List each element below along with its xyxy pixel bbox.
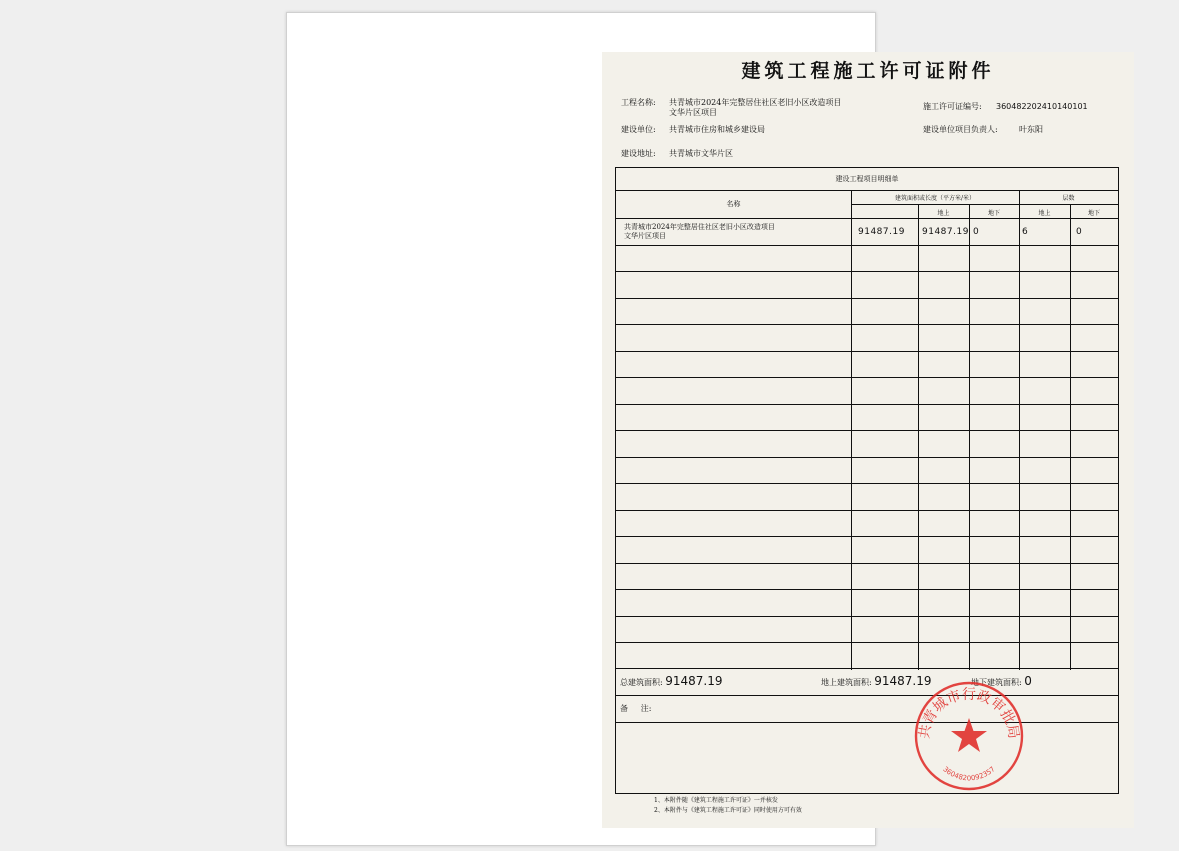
project-detail-table — [615, 167, 1119, 794]
note-2: 2、本附件与《建筑工程施工许可证》同时使用方可有效 — [654, 807, 802, 814]
below-area-label: 地下建筑面积: — [971, 678, 1022, 687]
seal-code: 3604820092357 — [941, 765, 997, 783]
remarks-label: 备 注: — [620, 704, 652, 713]
column-name-header: 名称 — [726, 200, 741, 208]
area-above-header: 地上 — [937, 210, 950, 217]
note-1: 1、本附件随《建筑工程施工许可证》一并核发 — [654, 797, 778, 804]
floors-below-header: 地下 — [1087, 210, 1100, 217]
row-area: 91487.19 — [858, 227, 905, 237]
project-name-value: 共青城市2024年完整居住社区老旧小区改造项目 文华片区项目 — [669, 98, 842, 117]
seal-text: 共青城市行政审批局 — [916, 686, 1022, 740]
manager-value: 叶东阳 — [1019, 125, 1043, 134]
above-area-value: 91487.19 — [874, 674, 932, 688]
above-area-label: 地上建筑面积: — [821, 678, 872, 687]
permit-attachment-form — [602, 52, 1134, 828]
row-area-above: 91487.19 — [922, 227, 969, 237]
row-floors-below: 0 — [1076, 227, 1083, 237]
floors-above-header: 地上 — [1038, 210, 1051, 217]
manager-label: 建设单位项目负责人: — [923, 125, 998, 134]
column-area-header: 建筑面积或长度（平方米/米） — [894, 195, 976, 202]
address-label: 建设地址: — [621, 149, 656, 158]
permit-number-value: 360482202410140101 — [996, 102, 1088, 111]
area-below-header: 地下 — [987, 210, 1000, 217]
notes — [654, 796, 802, 816]
document-title: 建筑工程施工许可证附件 — [741, 60, 995, 82]
column-floors-header: 层数 — [1062, 195, 1075, 202]
project-name-label: 工程名称: — [621, 98, 656, 107]
table-caption: 建设工程项目明细单 — [835, 175, 899, 183]
total-area — [620, 674, 723, 688]
official-seal-stamp — [913, 680, 1025, 792]
address-value: 共青城市文华片区 — [669, 149, 733, 158]
builder-value: 共青城市住房和城乡建设局 — [669, 125, 765, 134]
row-area-below: 0 — [973, 227, 980, 237]
document-page — [286, 12, 1100, 846]
row-project-name: 共青城市2024年完整居住社区老旧小区改造项目 文华片区项目 — [624, 223, 775, 240]
total-area-label: 总建筑面积: — [620, 678, 663, 687]
seal-star-icon — [951, 718, 987, 752]
row-floors-above: 6 — [1022, 227, 1029, 237]
below-area-value: 0 — [1024, 674, 1032, 688]
builder-label: 建设单位: — [621, 125, 656, 134]
permit-number-label: 施工许可证编号: — [923, 102, 982, 111]
total-area-value: 91487.19 — [665, 674, 723, 688]
